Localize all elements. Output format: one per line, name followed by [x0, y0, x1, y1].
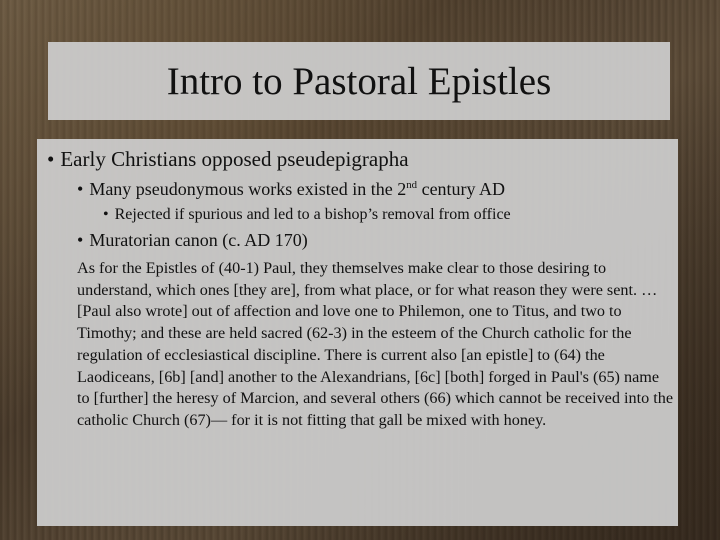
content-panel [37, 139, 678, 526]
bullet-marker: • [77, 230, 84, 250]
slide-title: Intro to Pastoral Epistles [166, 59, 552, 103]
ordinal-superscript: nd [406, 179, 418, 191]
bullet-marker: • [77, 179, 84, 199]
muratorian-quote: As for the Epistles of (40-1) Paul, they themselves make clear to those desiring to understand, which ones [they are], from what place, or for what reason they were sent. …[Paul also wrote] out of affection and love one to Philemon, one to Titus, and two to Timothy; and these are held sacred (62-3) in the esteem of the Church catholic for the regulation of ecclesiastical discipline. There is current also [an epistle] to (64) the Laodiceans, [6b] [and] another to the Alexandrians, [6c] [both] forged in Paul's (65) name to [further] the heresy of Marcion, and several others (66) which cannot be received into the catholic Church (67)— for it is not fitting that gall be mixed with honey. [77, 259, 674, 429]
bullet-pseudonymous-works [77, 179, 505, 200]
bullet-text-suffix: century AD [417, 179, 506, 199]
title-panel [48, 42, 670, 120]
bullet-text-prefix: Many pseudonymous works existed in the 2 [89, 179, 407, 199]
bullet-muratorian [77, 230, 308, 251]
bullet-early-christians [47, 147, 409, 172]
bullet-rejected [103, 206, 511, 224]
bullet-text: Muratorian canon (c. AD 170) [89, 230, 308, 250]
bullet-text: Early Christians opposed pseudepigrapha [60, 147, 409, 171]
bullet-marker: • [103, 206, 109, 223]
bullet-marker: • [47, 147, 55, 171]
bullet-text: Rejected if spurious and led to a bishop’s removal from office [114, 206, 511, 223]
